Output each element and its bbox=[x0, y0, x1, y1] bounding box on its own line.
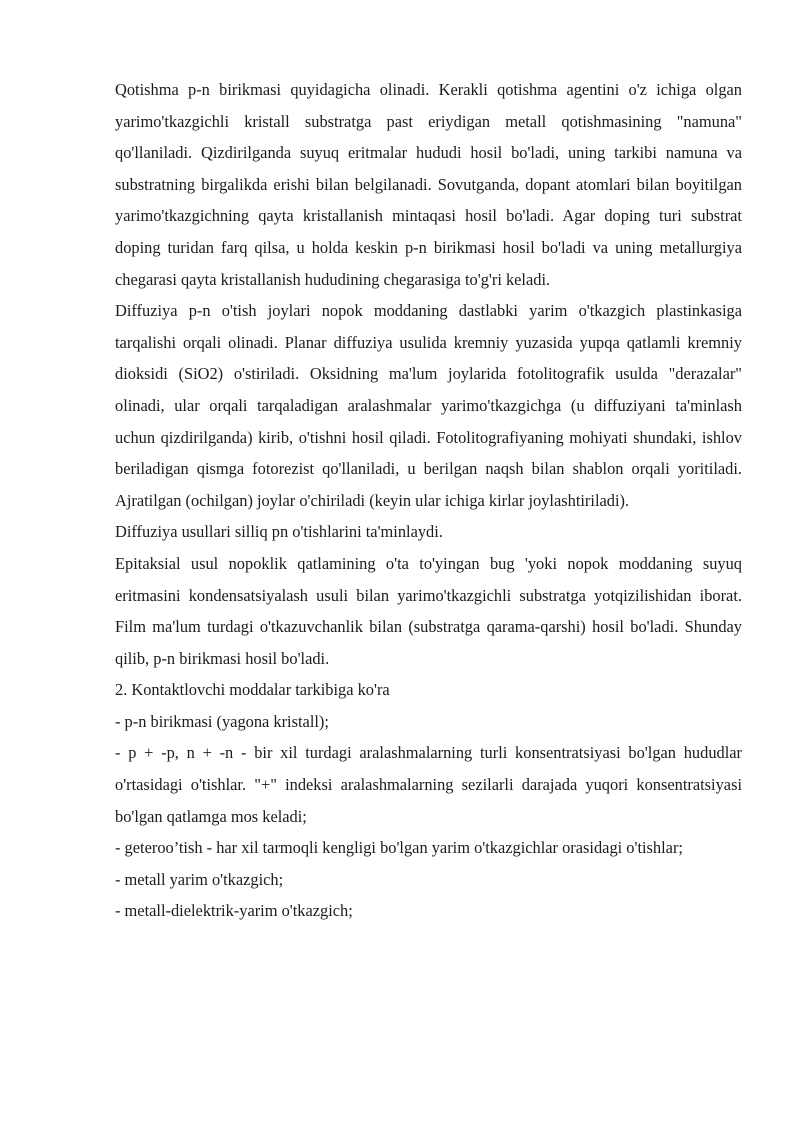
paragraph-diffusion-smooth: Diffuziya usullari silliq pn o'tishlarini ta'minlaydi. bbox=[115, 522, 443, 542]
list-item-heterojunction: - geteroo’tish - har xil tarmoqli kengligi bo'lgan yarim o'tkazgichlar orasidagi o'tishlar; bbox=[115, 838, 683, 858]
document-body bbox=[115, 74, 742, 927]
list-item-pn-junction: - p-n birikmasi (yagona kristall); bbox=[115, 711, 329, 731]
list-item-metal-semiconductor: - metall yarim o'tkazgich; bbox=[115, 869, 284, 889]
list-item-mis-structure: - metall-dielektrik-yarim o'tkazgich; bbox=[115, 901, 353, 921]
section-heading-contact-materials: 2. Kontaktlovchi moddalar tarkibiga ko'ra bbox=[115, 680, 390, 700]
list-item-high-low-junction: - p + -p, n + -n - bir xil turdagi aralashmalarning turli konsentratsiyasi bo'lgan hududlar o'rtasidagi o'tishlar. "+" indeksi aralashmalarning sezilarli darajada yuqori konsentratsiyasi bo'lgan qatlamga mos keladi; bbox=[115, 743, 742, 826]
paragraph-diffusion-junction: Diffuziya p-n o'tish joylari nopok moddaning dastlabki yarim o'tkazgich plastinkasiga tarqalishi orqali olinadi. Planar diffuziya usulida kremniy yuzasida yupqa qatlamli kremniy dioksidi (SiO2) o'stiriladi. Oksidning ma'lum joylarida fotolitografik usulda "derazalar" olinadi, ular orqali tarqaladigan aralashmalar yarimo'tkazgichga (u diffuziyani ta'minlash uchun qizdirilganda) kirib, o'tishni hosil qiladi. Fotolitografiyaning mohiyati shundaki, ishlov beriladigan qismga fotorezist qo'llaniladi, u berilgan naqsh bilan shablon orqali yoritiladi. Ajratilgan (ochilgan) joylar o'chiriladi (keyin ular ichiga kirlar joylashtiriladi). bbox=[115, 301, 742, 510]
paragraph-epitaxial-method: Epitaksial usul nopoklik qatlamining o'ta to'yingan bug 'yoki nopok moddaning suyuq eritmasini kondensatsiyalash usuli bilan yarimo'tkazgichli substratga yotqizilishidan iborat. Film ma'lum turdagi o'tkazuvchanlik bilan (substratga qarama-qarshi) hosil bo'ladi. Shunday qilib, p-n birikmasi hosil bo'ladi. bbox=[115, 553, 742, 668]
paragraph-alloy-junction: Qotishma p-n birikmasi quyidagicha olinadi. Kerakli qotishma agentini o'z ichiga olgan yarimo'tkazgichli kristall substratga past eriydigan metall qotishmasining "namuna" qo'llaniladi. Qizdirilganda suyuq eritmalar hududi hosil bo'ladi, uning tarkibi namuna va substratning birgalikda erishi bilan belgilanadi. Sovutganda, dopant atomlari bilan boyitilgan yarimo'tkazgichning qayta kristallanish mintaqasi hosil bo'ladi. Agar doping turi substrat doping turidan farq qilsa, u holda keskin p-n birikmasi hosil bo'ladi va uning metallurgiya chegarasi qayta kristallanish hududining chegarasiga to'g'ri keladi. bbox=[115, 80, 742, 289]
